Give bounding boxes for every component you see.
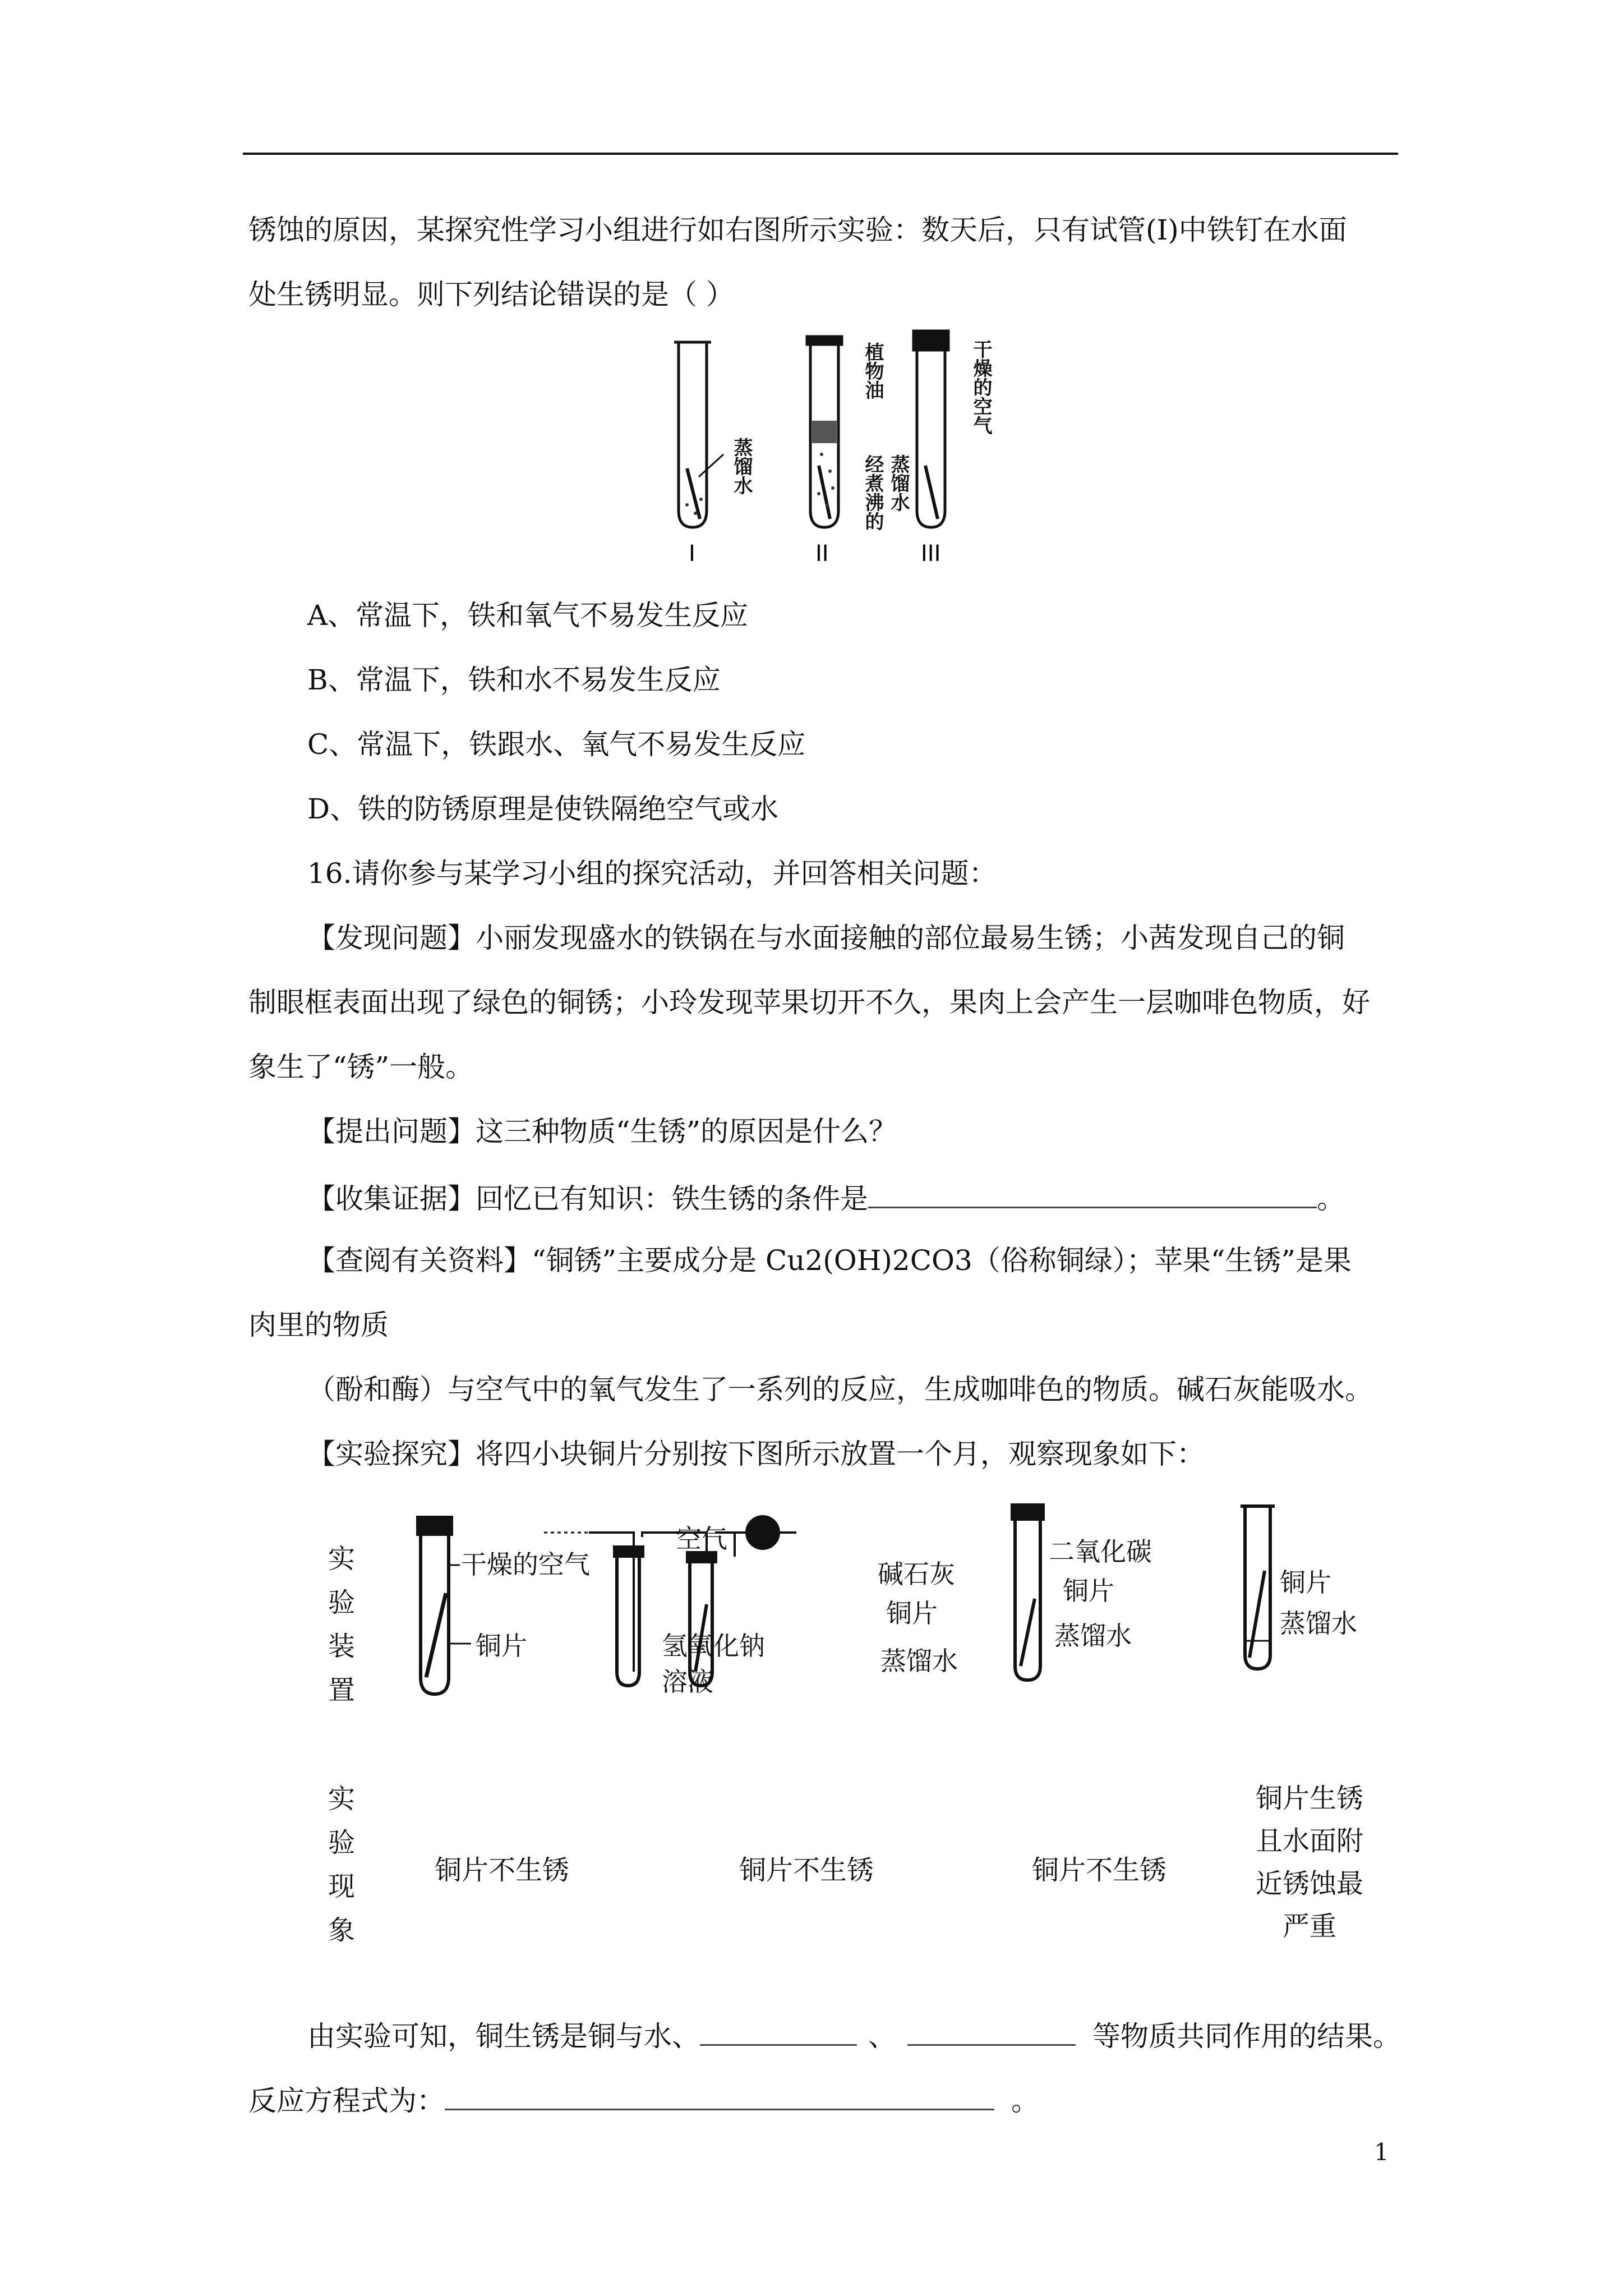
row2-char-4: 象 [328, 1915, 356, 1946]
result-4-line-3: 近锈蚀最 [1255, 1868, 1363, 1899]
tube2-label-c: 蒸馏水 [887, 454, 910, 512]
dev1-copper-label: 铜片 [476, 1631, 527, 1661]
question-line: 【提出问题】这三种物质“生锈”的原因是什么？ [307, 1115, 897, 1148]
dev1-air-label: 干燥的空气 [461, 1549, 590, 1580]
result-4 [1248, 1777, 1371, 1948]
dev2-water-label: 蒸馏水 [880, 1646, 958, 1676]
conclusion-blank-2[interactable] [907, 2019, 1076, 2046]
conclusion-sep: 、 [868, 2020, 896, 2053]
dev2-naoh-label-b: 溶液 [662, 1667, 713, 1697]
dev4-water-label: 蒸馏水 [1280, 1608, 1357, 1639]
option-c: C、常温下，铁跟水、氧气不易发生反应 [307, 728, 806, 761]
evidence-end: 。 [1317, 1182, 1345, 1215]
reference-line-3: （酚和酶）与空气中的氧气发生了一系列的反应，生成咖啡色的物质。碱石灰能吸水。 [307, 1373, 1373, 1406]
dev3-co2-label: 二氧化碳 [1049, 1536, 1152, 1567]
result-2: 铜片不生锈 [739, 1855, 874, 1886]
header-rule [243, 153, 1398, 155]
tube1-label: 蒸馏水 [730, 438, 753, 495]
option-d: D、铁的防锈原理是使铁隔绝空气或水 [307, 793, 779, 825]
equation-text: 反应方程式为： [248, 2085, 445, 2117]
result-4-line-2: 且水面附 [1255, 1825, 1363, 1857]
equation-blank[interactable] [445, 2084, 994, 2110]
tube2-label-b: 经煮沸的 [861, 454, 884, 531]
row2-char-1: 实 [328, 1783, 356, 1815]
row1-char-1: 实 [328, 1543, 356, 1575]
tube3-label: 干燥的空气 [970, 339, 992, 435]
q16-title: 16.请你参与某学习小组的探究活动，并回答相关问题： [307, 857, 997, 890]
conclusion-line [307, 2019, 1401, 2053]
evidence-blank[interactable] [868, 1182, 1317, 1208]
equation-line [248, 2084, 1039, 2115]
result-4-line-4: 严重 [1282, 1911, 1336, 1942]
evidence-line [307, 1182, 1345, 1213]
reference-line-2: 肉里的物质 [248, 1309, 389, 1341]
dev4-copper-label: 铜片 [1280, 1567, 1331, 1598]
row2-char-2: 验 [328, 1827, 356, 1858]
conclusion-text-1: 由实验可知，铜生锈是铜与水、 [307, 2020, 700, 2053]
dev3-water-label: 蒸馏水 [1054, 1621, 1132, 1651]
row1-char-4: 置 [328, 1674, 356, 1706]
result-1: 铜片不生锈 [435, 1855, 570, 1886]
dev2-copper-label: 铜片 [886, 1598, 938, 1628]
discover-line-2: 制眼框表面出现了绿色的铜锈；小玲发现苹果切开不久，果肉上会产生一层咖啡色物质，好 [248, 986, 1370, 1019]
conclusion-text-2: 等物质共同作用的结果。 [1092, 2020, 1401, 2053]
roman-1: I [689, 541, 695, 567]
dev3-copper-label: 铜片 [1063, 1576, 1114, 1606]
tube2-label-a: 植物油 [861, 342, 884, 399]
roman-2: II [815, 541, 829, 567]
conclusion-blank-1[interactable] [700, 2019, 857, 2046]
result-4-line-1: 铜片生锈 [1255, 1783, 1363, 1814]
discover-line-3: 象生了“锈”一般。 [248, 1051, 474, 1083]
experiment-line: 【实验探究】将四小块铜片分别按下图所示放置一个月，观察现象如下： [307, 1438, 1205, 1470]
roman-3: III [921, 541, 941, 567]
reference-line-1: 【查阅有关资料】“铜锈”主要成分是 Cu2(OH)2CO3（俗称铜绿）；苹果“生锈”是果 [307, 1244, 1352, 1277]
dev2-naoh-label-a: 氢氧化钠 [662, 1631, 765, 1661]
evidence-text: 【收集证据】回忆已有知识：铁生锈的条件是 [307, 1182, 868, 1215]
option-a: A、常温下，铁和氧气不易发生反应 [307, 599, 749, 632]
dev2-air-label: 空气 [676, 1524, 727, 1554]
row1-char-2: 验 [328, 1587, 356, 1618]
row2-char-3: 现 [328, 1871, 356, 1902]
equation-end: 。 [1011, 2085, 1039, 2117]
row1-label [328, 1537, 362, 1712]
result-3: 铜片不生锈 [1032, 1855, 1167, 1886]
test-tube-figure [662, 325, 965, 567]
intro-line-2: 处生锈明显。则下列结论错误的是（ ） [248, 278, 734, 311]
row2-label [328, 1777, 362, 1952]
option-b: B、常温下，铁和水不易发生反应 [307, 664, 721, 696]
discover-line-1: 【发现问题】小丽发现盛水的铁锅在与水面接触的部位最易生锈；小茜发现自己的铜 [307, 922, 1345, 954]
intro-line-1: 锈蚀的原因，某探究性学习小组进行如右图所示实验：数天后，只有试管(I)中铁钉在水面 [248, 214, 1347, 246]
row1-char-3: 装 [328, 1631, 356, 1662]
dev2-lime-label: 碱石灰 [878, 1559, 955, 1589]
page-number: 1 [1374, 2138, 1389, 2166]
